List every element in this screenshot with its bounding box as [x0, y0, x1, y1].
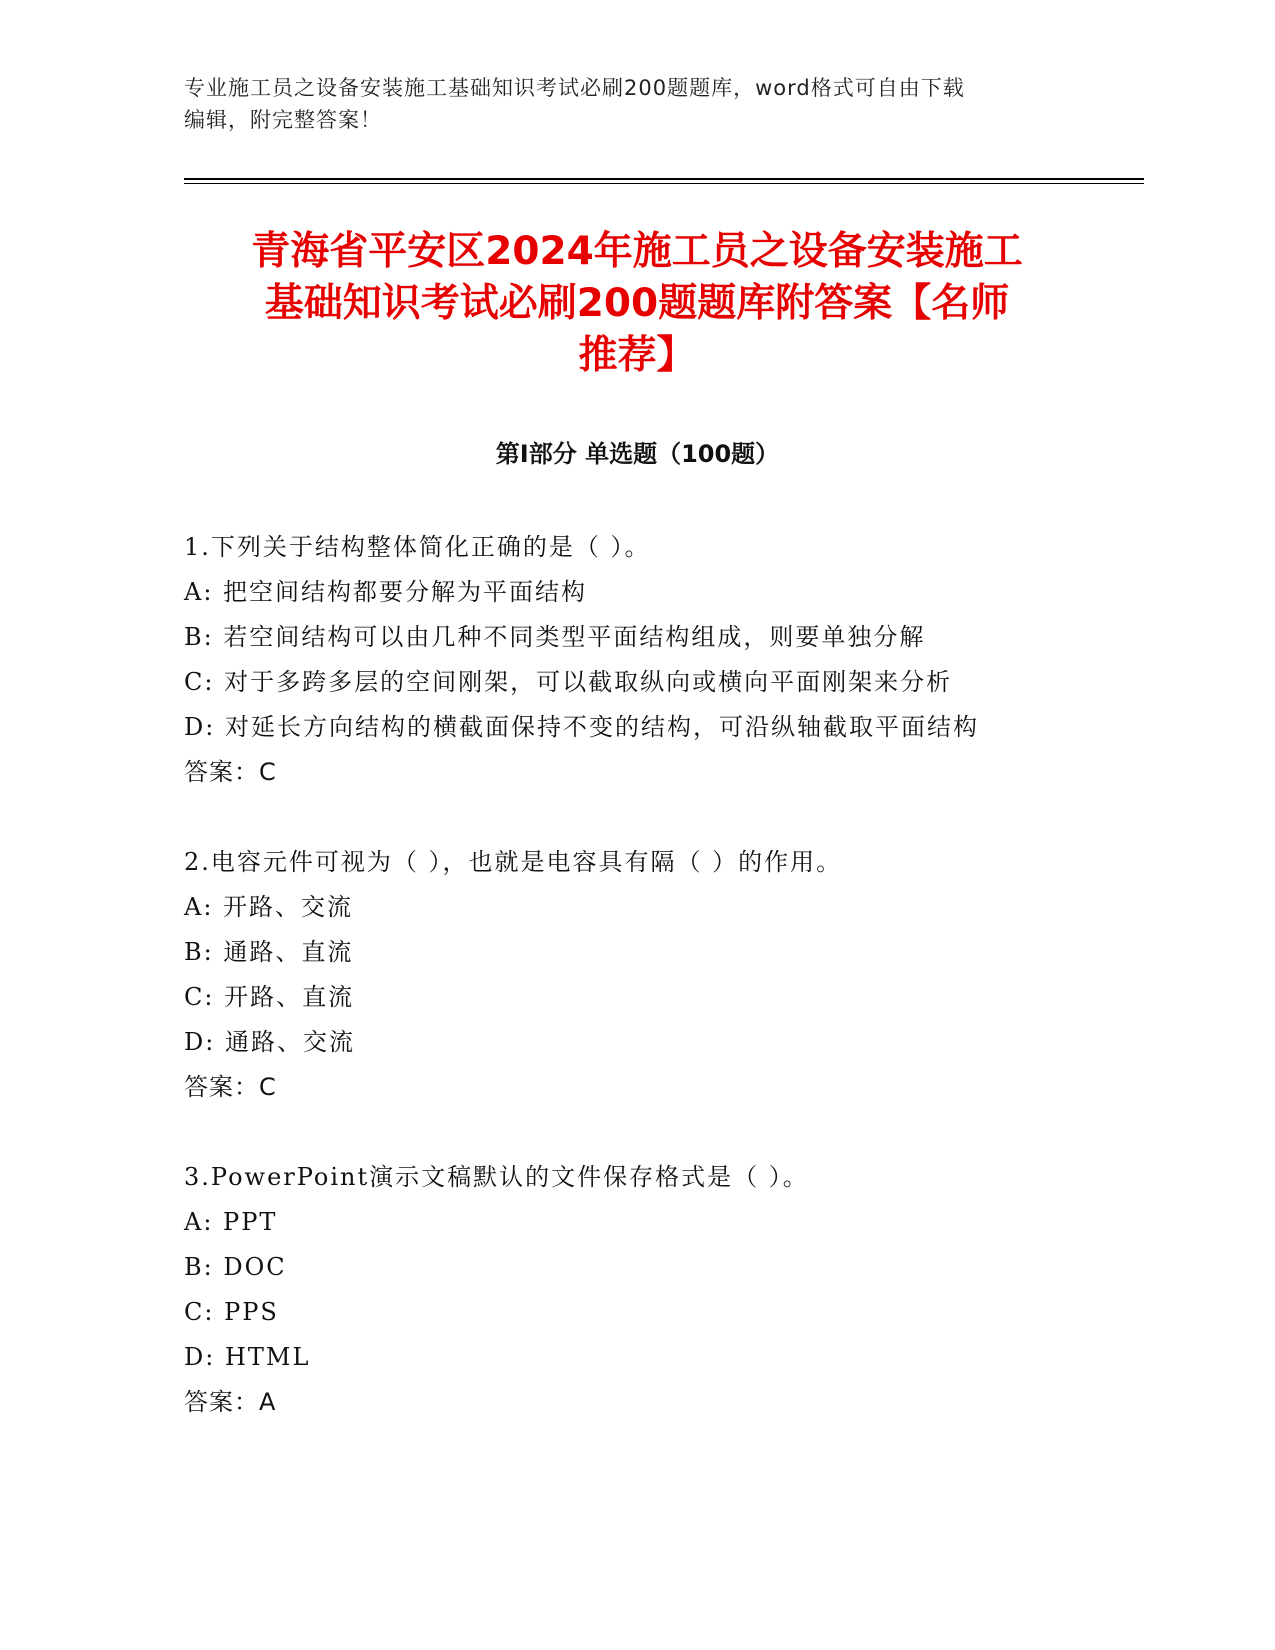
- option-b: B: 若空间结构可以由几种不同类型平面结构组成，则要单独分解: [184, 623, 926, 651]
- question-2: [184, 840, 1104, 1110]
- header-note-line-2: 编辑，附完整答案！: [184, 108, 382, 132]
- option-d: D: HTML: [184, 1343, 311, 1371]
- title-line-1: 青海省平安区2024年施工员之设备安装施工: [251, 229, 1023, 274]
- option-a: A: 开路、交流: [184, 893, 354, 921]
- option-c: C: 开路、直流: [184, 983, 355, 1011]
- question-stem: 1.下列关于结构整体简化正确的是（ ）。: [184, 533, 651, 561]
- answer: 答案：C: [184, 758, 277, 786]
- option-b: B: DOC: [184, 1253, 287, 1281]
- question-spacer: [184, 1110, 1104, 1155]
- header-rule-thin: [184, 183, 1144, 184]
- title-line-2: 基础知识考试必刷200题题库附答案【名师: [264, 281, 1010, 326]
- option-b: B: 通路、直流: [184, 938, 354, 966]
- question-3: [184, 1155, 1104, 1425]
- question-list: [184, 525, 1104, 1425]
- option-c: C: PPS: [184, 1298, 279, 1326]
- header-note-line-1: 专业施工员之设备安装施工基础知识考试必刷200题题库，word格式可自由下载: [184, 76, 965, 100]
- header-rule-thick: [184, 178, 1144, 180]
- question-spacer: [184, 795, 1104, 840]
- answer: 答案：C: [184, 1073, 277, 1101]
- option-d: D: 通路、交流: [184, 1028, 355, 1056]
- question-1: [184, 525, 1104, 795]
- option-d: D: 对延长方向结构的横截面保持不变的结构，可沿纵轴截取平面结构: [184, 713, 979, 741]
- header-note: [184, 72, 1084, 136]
- option-a: A: PPT: [184, 1208, 278, 1236]
- answer: 答案：A: [184, 1388, 277, 1416]
- question-stem: 3.PowerPoint演示文稿默认的文件保存格式是（ ）。: [184, 1163, 809, 1191]
- option-a: A: 把空间结构都要分解为平面结构: [184, 578, 588, 606]
- title-line-3: 推荐】: [578, 333, 696, 378]
- section-title: 第Ⅰ部分 单选题（100题）: [495, 440, 780, 468]
- document-title: [184, 226, 1090, 382]
- option-c: C: 对于多跨多层的空间刚架，可以截取纵向或横向平面刚架来分析: [184, 668, 953, 696]
- question-stem: 2.电容元件可视为（ ），也就是电容具有隔（ ）的作用。: [184, 848, 843, 876]
